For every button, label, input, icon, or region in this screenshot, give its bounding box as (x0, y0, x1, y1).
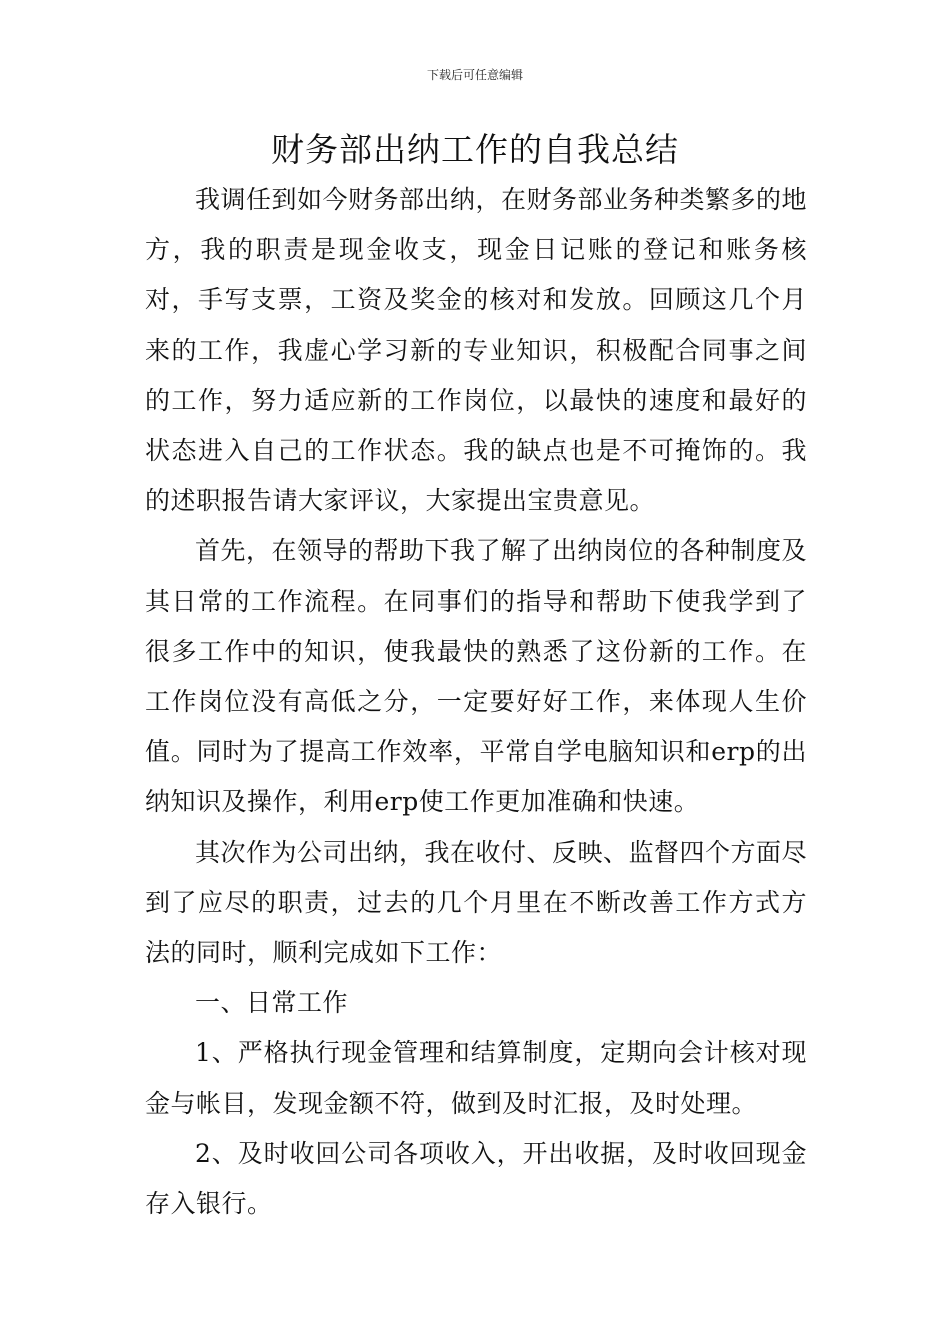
header-note: 下载后可任意编辑 (426, 68, 523, 82)
paragraph-3: 其次作为公司出纳，我在收付、反映、监督四个方面尽到了应尽的职责，过去的几个月里在不断改善工作方式方法的同时，顺利完成如下工作： (145, 837, 808, 968)
paragraph-2: 首先，在领导的帮助下我了解了出纳岗位的各种制度及其日常的工作流程。在同事们的指导和帮助下使我学到了很多工作中的知识，使我最快的熟悉了这份新的工作。在工作岗位没有高低之分，一定要好好工作，来体现人生价值。同时为了提高工作效率，平常自学电脑知识和erp的出纳知识及操作，利用erp使工作更加准确和快速。 (145, 536, 808, 817)
list-item-1: 1、严格执行现金管理和结算制度，定期向会计核对现金与帐目，发现金额不符，做到及时汇报，及时处理。 (145, 1038, 807, 1118)
list-item-2: 2、及时收回公司各项收入，开出收据，及时收回现金存入银行。 (145, 1138, 807, 1219)
document-title: 财务部出纳工作的自我总结 (271, 130, 679, 169)
section-heading-daily-work: 一、日常工作 (195, 988, 349, 1018)
paragraph-1: 我调任到如今财务部出纳，在财务部业务种类繁多的地方，我的职责是现金收支，现金日记账的登记和账务核对，手写支票，工资及奖金的核对和发放。回顾这几个月来的工作，我虚心学习新的专业知识，积极配合同事之间的工作，努力适应新的工作岗位，以最快的速度和最好的状态进入自己的工作状态。我的缺点也是不可掩饰的。我的述职报告请大家评议，大家提出宝贵意见。 (145, 185, 808, 516)
document-body (145, 175, 807, 1229)
